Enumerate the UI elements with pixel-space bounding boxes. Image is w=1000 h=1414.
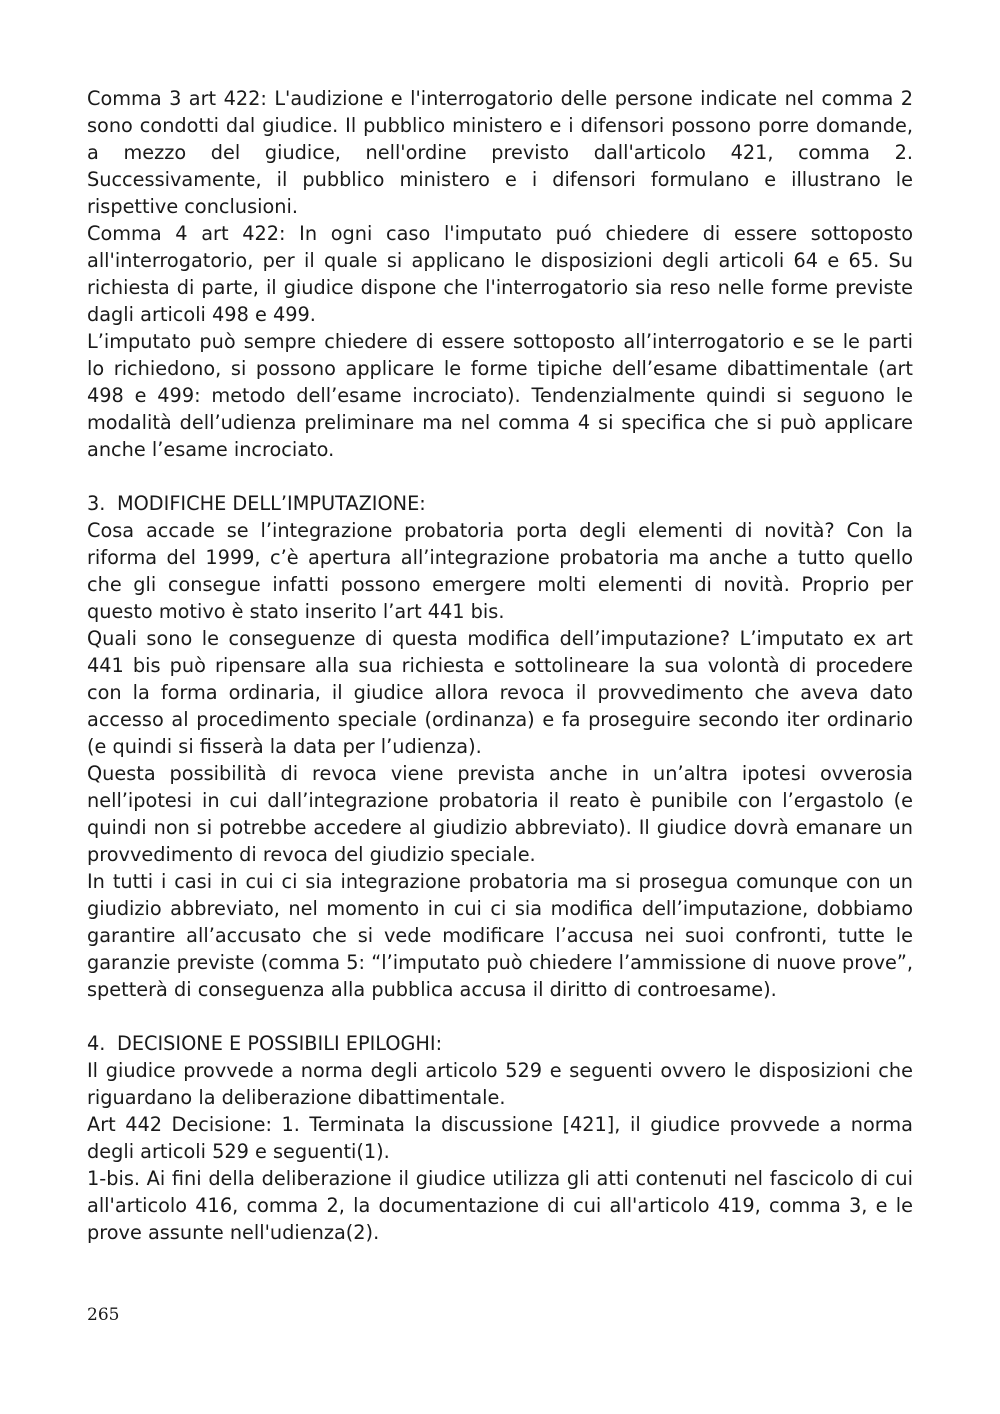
section-3-paragraph: Questa possibilità di revoca viene prevista anche in un’altra ipotesi ovverosia nell’ipotesi in cui dall’integrazione probatoria il reato è punibile con l’ergastolo (e quindi non si potrebbe accedere al giudizio abbreviato). Il giudice dovrà emanare un provvedimento di revoca del giudizio speciale.: [87, 762, 913, 866]
paragraph-comma-3: Comma 3 art 422: L'audizione e l'interrogatorio delle persone indicate nel comma 2 sono condotti dal giudice. Il pubblico ministero e i difensori possono porre domande, a mezzo del giudice, nell'ordine previsto dall'articolo 421, comma 2. Successivamente, il pubblico ministero e i difensori formulano e illustrano le rispettive conclusioni.: [87, 87, 913, 218]
section-3-heading: [87, 490, 913, 517]
section-3-paragraph: Quali sono le conseguenze di questa modifica dell’imputazione? L’imputato ex art 441 bis può ripensare alla sua richiesta e sottolineare la sua volontà di procedere con la forma ordinaria, il giudice allora revoca il provvedimento che aveva dato accesso al procedimento speciale (ordinanza) e fa proseguire secondo iter ordinario (e quindi si fisserà la data per l’udienza).: [87, 627, 913, 758]
section-4-title: DECISIONE E POSSIBILI EPILOGHI:: [117, 1032, 443, 1055]
section-4-number: 4.: [87, 1032, 106, 1055]
spacer: [87, 1003, 913, 1030]
section-4-paragraph: Art 442 Decisione: 1. Terminata la discussione [421], il giudice provvede a norma degli articoli 529 e seguenti(1).: [87, 1113, 913, 1163]
paragraph-interrogatorio: L’imputato può sempre chiedere di essere sottoposto all’interrogatorio e se le parti lo richiedono, si possono applicare le forme tipiche dell’esame dibattimentale (art 498 e 499: metodo dell’esame incrociato). Tendenzialmente quindi si seguono le modalità dell’udienza preliminare ma nel comma 4 si specifica che si può applicare anche l’esame incrociato.: [87, 330, 913, 461]
section-4-paragraph: 1-bis. Ai fini della deliberazione il giudice utilizza gli atti contenuti nel fascicolo di cui all'articolo 416, comma 2, la documentazione di cui all'articolo 419, comma 3, e le prove assunte nell'udienza(2).: [87, 1167, 913, 1244]
paragraph-comma-4: Comma 4 art 422: In ogni caso l'imputato puó chiedere di essere sottoposto all'interrogatorio, per il quale si applicano le disposizioni degli articoli 64 e 65. Su richiesta di parte, il giudice dispone che l'interrogatorio sia reso nelle forme previste dagli articoli 498 e 499.: [87, 222, 913, 326]
section-3-paragraph: Cosa accade se l’integrazione probatoria porta degli elementi di novità? Con la riforma del 1999, c’è apertura all’integrazione probatoria ma anche a tutto quello che gli consegue infatti possono emergere molti elementi di novità. Proprio per questo motivo è stato inserito l’art 441 bis.: [87, 519, 913, 623]
section-3-title: MODIFICHE DELL’IMPUTAZIONE:: [117, 492, 426, 515]
section-4-paragraph: Il giudice provvede a norma degli articolo 529 e seguenti ovvero le disposizioni che riguardano la deliberazione dibattimentale.: [87, 1059, 913, 1109]
spacer: [87, 463, 913, 490]
section-3-number: 3.: [87, 492, 106, 515]
page-number: 265: [87, 1305, 120, 1325]
section-4-heading: [87, 1030, 913, 1057]
page-body: [87, 85, 913, 1246]
section-3-paragraph: In tutti i casi in cui ci sia integrazione probatoria ma si prosegua comunque con un giudizio abbreviato, nel momento in cui ci sia modifica dell’imputazione, dobbiamo garantire all’accusato che si vede modificare l’accusa nei suoi confronti, tutte le garanzie previste (comma 5: “l’imputato può chiedere l’ammissione di nuove prove”, spetterà di conseguenza alla pubblica accusa il diritto di controesame).: [87, 870, 913, 1001]
